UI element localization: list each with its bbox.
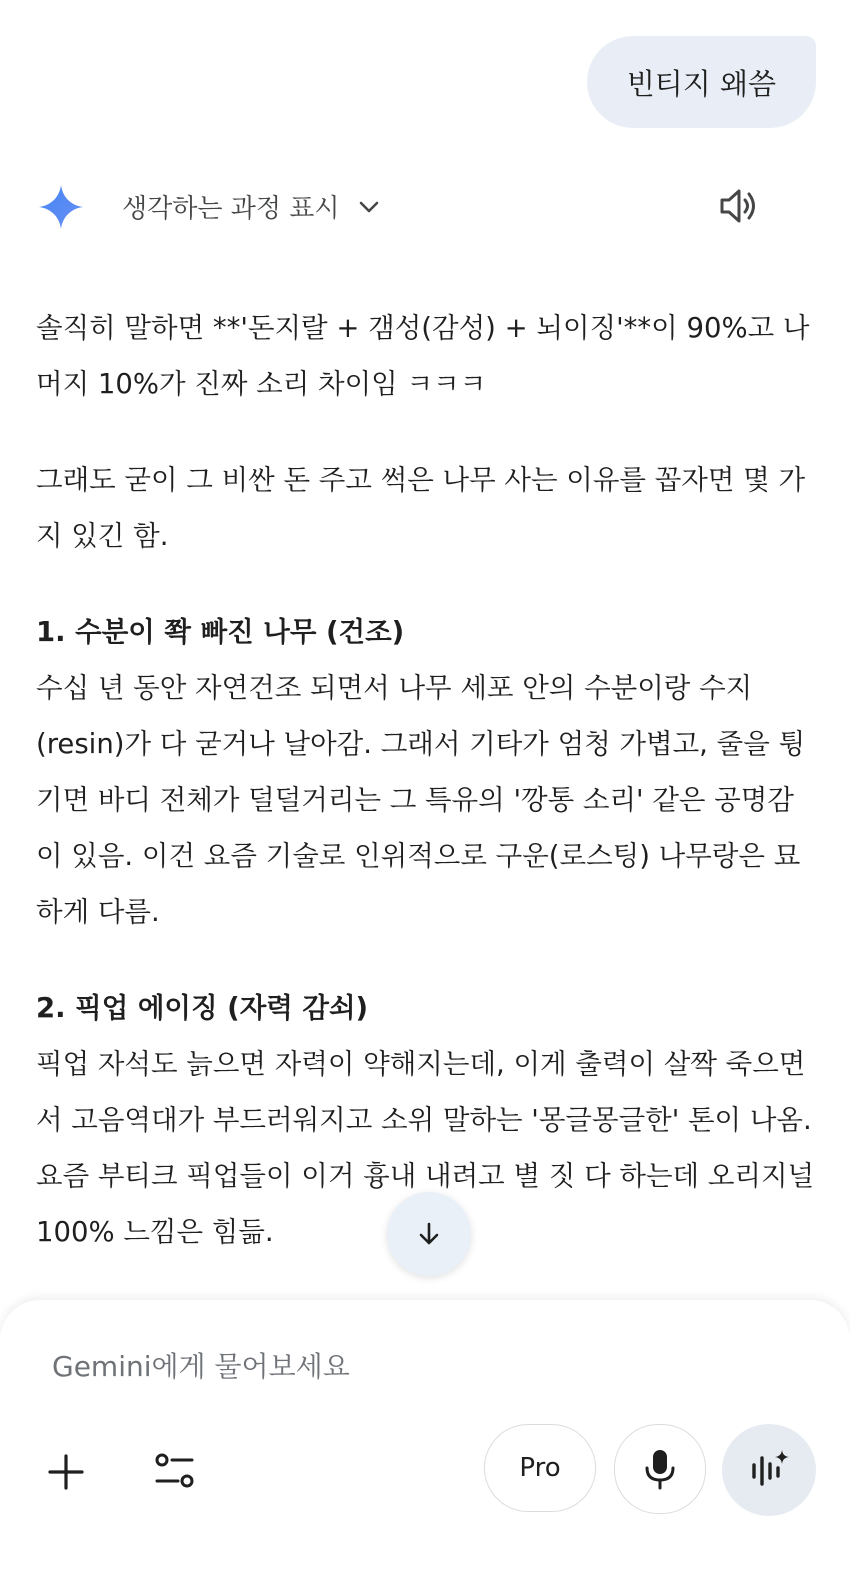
- scroll-to-bottom-button[interactable]: [387, 1192, 471, 1276]
- speaker-icon[interactable]: [714, 182, 762, 230]
- section-title: 2. 픽업 에이징 (자력 감쇠): [36, 992, 369, 1024]
- chevron-down-icon: [355, 193, 383, 221]
- response-section: [36, 604, 816, 940]
- user-message-text: 빈티지 왜씀: [626, 66, 776, 101]
- section-body: 픽업 자석도 늙으면 자력이 약해지는데, 이게 출력이 살짝 죽으면서 고음역대가 부드러워지고 소위 말하는 '몽글몽글한' 톤이 나옴. 요즘 부티크 픽업들이 이거 흉내 내려고 별 짓 다 하는데 오리지널 100% 느낌은 힘듦.: [36, 1048, 815, 1248]
- plus-icon[interactable]: [44, 1450, 88, 1494]
- mic-icon: [643, 1447, 677, 1491]
- response-paragraph: 솔직히 말하면 **'돈지랄 + 갬성(감성) + 뇌이징'**이 90%고 나머지 10%가 진짜 소리 차이임 ㅋㅋㅋ: [36, 312, 810, 400]
- prompt-input[interactable]: [52, 1350, 792, 1383]
- response-header: [38, 182, 762, 234]
- response-body: [36, 300, 816, 1300]
- section-title: 1. 수분이 쫙 빠진 나무 (건조): [36, 616, 405, 648]
- pro-model-button[interactable]: Pro: [484, 1424, 596, 1512]
- tools-icon[interactable]: [152, 1448, 198, 1494]
- user-message-bubble: [587, 36, 816, 128]
- show-thinking-label: 생각하는 과정 표시: [122, 194, 340, 224]
- live-icon: [746, 1447, 792, 1493]
- response-paragraph: 그래도 굳이 그 비싼 돈 주고 썩은 나무 사는 이유를 꼽자면 몇 가지 있긴 함.: [36, 464, 806, 552]
- show-thinking-toggle[interactable]: [122, 188, 383, 225]
- gemini-sparkle-icon: [38, 184, 84, 230]
- section-body: 수십 년 동안 자연건조 되면서 나무 세포 안의 수분이랑 수지(resin)가 다 굳거나 날아감. 그래서 기타가 엄청 가볍고, 줄을 튕기면 바디 전체가 덜덜거리는 그 특유의 '깡통 소리' 같은 공명감이 있음. 이건 요즘 기술로 인위적으로 구운(로스팅) 나무랑은 묘하게 다름.: [36, 672, 806, 928]
- arrow-down-icon: [416, 1221, 442, 1247]
- prompt-composer: [0, 1300, 850, 1590]
- microphone-button[interactable]: [614, 1424, 706, 1514]
- live-mode-button[interactable]: [722, 1424, 816, 1516]
